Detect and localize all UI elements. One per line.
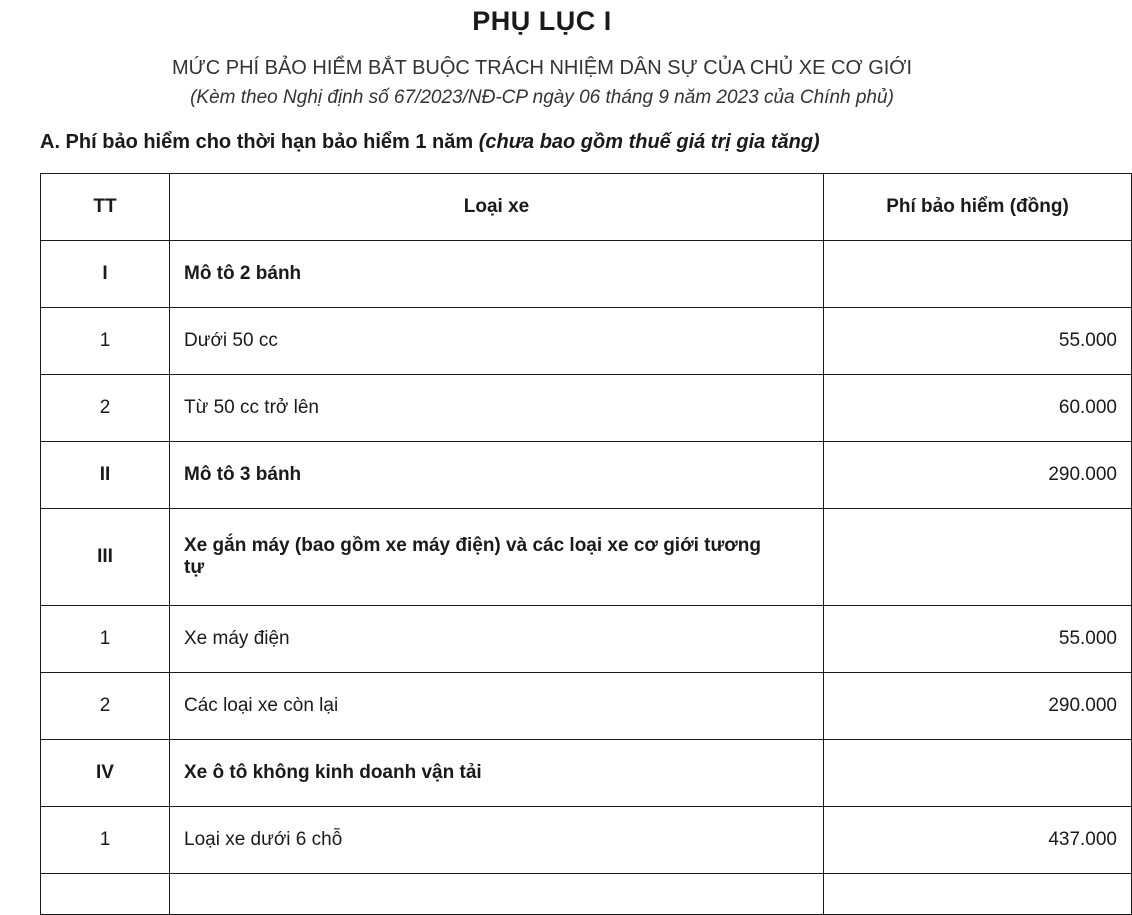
table-row — [41, 442, 1132, 509]
row-fee — [824, 740, 1132, 807]
table-row — [41, 606, 1132, 673]
row-vehicle-type: Xe ô tô không kinh doanh vận tải — [170, 740, 824, 807]
row-fee: 55.000 — [824, 308, 1132, 375]
row-tt: I — [41, 241, 170, 308]
row-fee-empty — [824, 874, 1132, 915]
row-fee: 290.000 — [824, 673, 1132, 740]
header-vehicle-type: Loại xe — [170, 174, 824, 241]
insurance-fee-table — [40, 173, 1132, 915]
row-vehicle-type: Dưới 50 cc — [170, 308, 824, 375]
row-vehicle-type: Mô tô 3 bánh — [170, 442, 824, 509]
section-a-italic-note: (chưa bao gồm thuế giá trị gia tăng) — [478, 131, 820, 153]
row-tt: 2 — [41, 673, 170, 740]
row-fee: 437.000 — [824, 807, 1132, 874]
row-vehicle-type-empty — [170, 874, 824, 915]
table-row — [41, 241, 1132, 308]
table-header-row — [41, 174, 1132, 241]
table-row — [41, 509, 1132, 606]
row-tt: 1 — [41, 308, 170, 375]
row-fee: 60.000 — [824, 375, 1132, 442]
row-vehicle-type: Xe gắn máy (bao gồm xe máy điện) và các loại xe cơ giới tương tự — [170, 509, 824, 606]
row-vehicle-type: Mô tô 2 bánh — [170, 241, 824, 308]
row-vehicle-type: Loại xe dưới 6 chỗ — [170, 807, 824, 874]
row-tt: 2 — [41, 375, 170, 442]
row-vehicle-type: Các loại xe còn lại — [170, 673, 824, 740]
row-tt: 1 — [41, 606, 170, 673]
row-fee — [824, 241, 1132, 308]
row-fee: 290.000 — [824, 442, 1132, 509]
row-tt: IV — [41, 740, 170, 807]
section-a-heading — [40, 131, 820, 154]
row-tt: 1 — [41, 807, 170, 874]
row-tt-empty — [41, 874, 170, 915]
row-tt: II — [41, 442, 170, 509]
row-vehicle-type: Xe máy điện — [170, 606, 824, 673]
table-row — [41, 375, 1132, 442]
document-note: (Kèm theo Nghị định số 67/2023/NĐ-CP ngày 06 tháng 9 năm 2023 của Chính phủ) — [190, 87, 894, 108]
table-row — [41, 807, 1132, 874]
table-row-cut-off — [41, 874, 1132, 915]
document-title: PHỤ LỤC I — [472, 6, 612, 36]
row-fee — [824, 509, 1132, 606]
header-tt: TT — [41, 174, 170, 241]
row-tt: III — [41, 509, 170, 606]
row-fee: 55.000 — [824, 606, 1132, 673]
section-a-label: A. Phí bảo hiểm cho thời hạn bảo hiểm 1 năm — [40, 131, 479, 153]
table-row — [41, 308, 1132, 375]
table-row — [41, 673, 1132, 740]
document-subtitle: MỨC PHÍ BẢO HIỂM BẮT BUỘC TRÁCH NHIỆM DÂN SỰ CỦA CHỦ XE CƠ GIỚI — [171, 57, 913, 79]
row-vehicle-type: Từ 50 cc trở lên — [170, 375, 824, 442]
table-row — [41, 740, 1132, 807]
header-fee: Phí bảo hiểm (đồng) — [824, 174, 1132, 241]
